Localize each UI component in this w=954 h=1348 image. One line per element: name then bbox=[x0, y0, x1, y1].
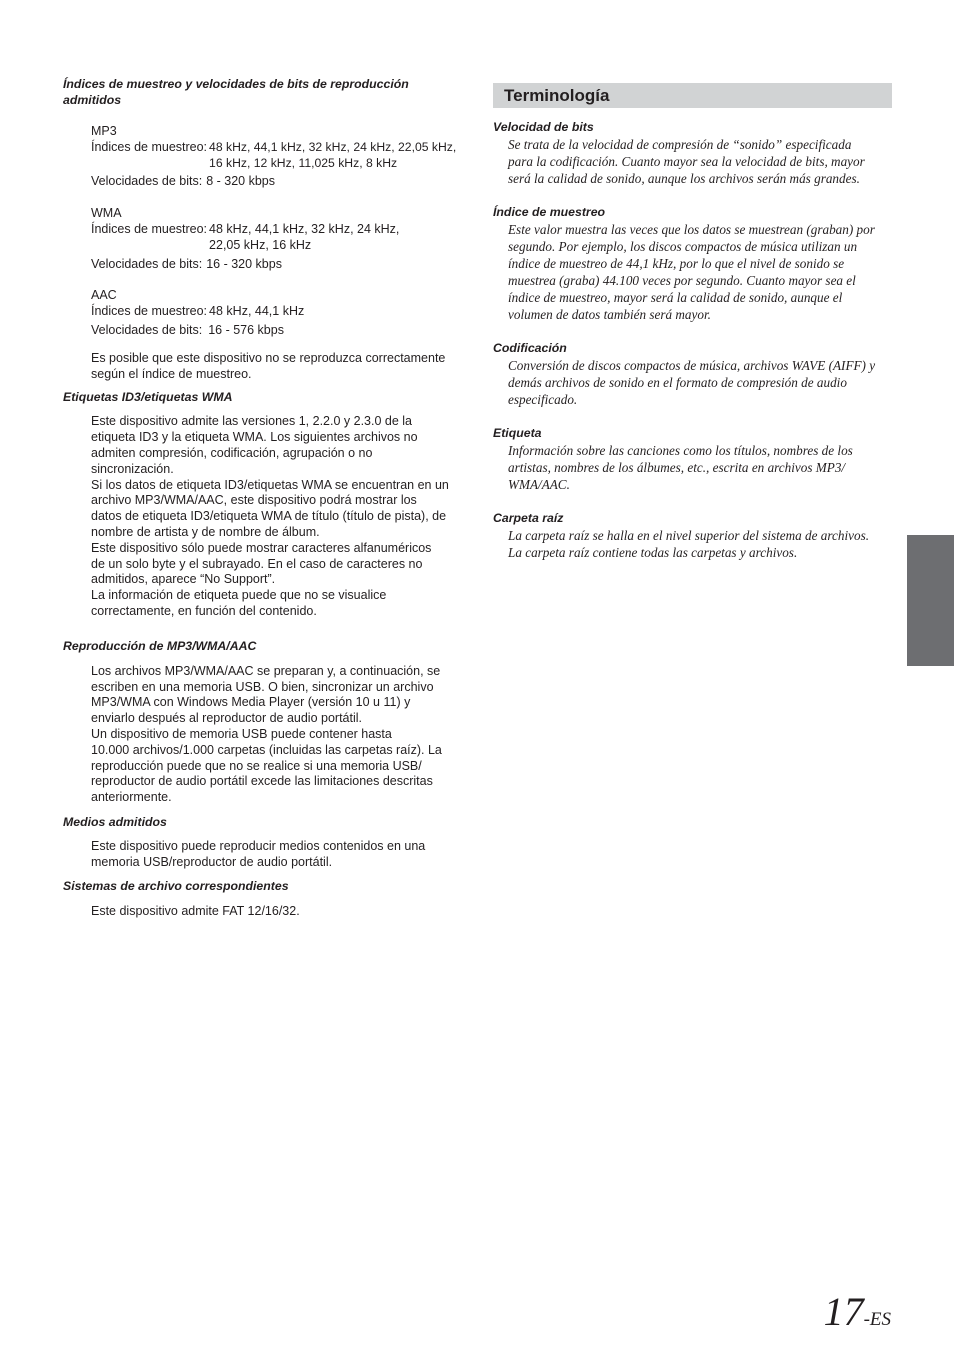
sampling-heading: Índices de muestreo y velocidades de bits de reproducción admitidos bbox=[63, 77, 409, 107]
text-line: etiqueta ID3 y la etiqueta WMA. Los siguientes archivos no bbox=[91, 430, 418, 445]
bit-rate-label: Velocidades de bits: bbox=[91, 256, 203, 271]
text-line: reproducción puede que no se realice si una memoria USB/ bbox=[91, 758, 422, 773]
sample-rate-line: 22,05 kHz, 16 kHz bbox=[209, 237, 312, 252]
text-line: Este dispositivo puede reproducir medios contenidos en una bbox=[91, 838, 426, 853]
text-line: 10.000 archivos/1.000 carpetas (incluidas las carpetas raíz). La bbox=[91, 742, 442, 757]
text-line: para la codificación. Cuanto mayor sea la velocidad de bits, mayor bbox=[508, 154, 865, 169]
right-column bbox=[493, 83, 892, 561]
text-line: admitidos, aparece “No Support”. bbox=[91, 572, 276, 587]
text-line: Un dispositivo de memoria USB puede contener hasta bbox=[91, 726, 392, 741]
term-definition bbox=[508, 136, 892, 187]
text-line: volumen de datos también será mayor. bbox=[508, 307, 711, 322]
text-line: Es posible que este dispositivo no se reproduzca correctamente bbox=[91, 350, 446, 365]
text-line: La carpeta raíz contiene todas las carpetas y archivos. bbox=[508, 545, 798, 560]
sampling-note bbox=[91, 351, 463, 383]
term-entry bbox=[493, 426, 892, 493]
text-line: índice de muestreo, mayor será la calidad de sonido, aunque el bbox=[508, 290, 843, 305]
tags-body bbox=[91, 414, 463, 619]
tags-heading: Etiquetas ID3/etiquetas WMA bbox=[63, 390, 233, 405]
text-line: enviarlo después al reproductor de audio portátil. bbox=[91, 711, 363, 726]
playback-text bbox=[91, 664, 463, 806]
text-line: La carpeta raíz se halla en el nivel superior del sistema de archivos. bbox=[508, 528, 870, 543]
text-line: anteriormente. bbox=[91, 790, 172, 805]
media-body bbox=[91, 839, 463, 871]
text-line: segundo. Por ejemplo, los discos compactos de música utilizan un bbox=[508, 239, 858, 254]
term-entry bbox=[493, 511, 892, 561]
sample-rate-value bbox=[209, 222, 399, 254]
term-definition bbox=[508, 442, 892, 493]
media-text bbox=[91, 839, 463, 871]
text-line: memoria USB/reproductor de audio portátil. bbox=[91, 854, 333, 869]
format-wma bbox=[91, 206, 463, 272]
playback-heading: Reproducción de MP3/WMA/AAC bbox=[63, 638, 257, 653]
sample-rate-label: Índices de muestreo: bbox=[91, 139, 208, 154]
bit-rate-value: 8 - 320 kbps bbox=[206, 174, 275, 189]
text-line: demás archivos de sonido en el formato de compresión de audio bbox=[508, 375, 847, 390]
text-line: La información de etiqueta puede que no se visualice bbox=[91, 588, 387, 603]
sample-rate-row bbox=[91, 304, 463, 320]
text-line: Información sobre las canciones como los títulos, nombres de los bbox=[508, 443, 853, 458]
bit-rate-value: 16 - 320 kbps bbox=[206, 256, 282, 271]
term-title: Velocidad de bits bbox=[493, 120, 594, 134]
bit-rate-value: 16 - 576 kbps bbox=[208, 322, 284, 337]
text-line: será la calidad de sonido, aunque los archivos serán más grandes. bbox=[508, 171, 860, 186]
page-number bbox=[824, 1288, 891, 1335]
term-title: Índice de muestreo bbox=[493, 205, 606, 219]
text-line: Este dispositivo sólo puede mostrar caracteres alfanuméricos bbox=[91, 540, 432, 555]
sample-rate-line: 48 kHz, 44,1 kHz, 32 kHz, 24 kHz, 22,05 kHz, bbox=[209, 139, 457, 154]
term-entry bbox=[493, 120, 892, 187]
page-number-value: 17 bbox=[823, 1289, 864, 1334]
filesystem-body bbox=[91, 904, 463, 920]
term-title: Etiqueta bbox=[493, 426, 542, 440]
page-language-suffix: -ES bbox=[863, 1309, 891, 1330]
format-name: MP3 bbox=[91, 124, 117, 138]
text-line: archivo MP3/WMA/AAC, este dispositivo podrá mostrar los bbox=[91, 493, 417, 508]
playback-body bbox=[91, 664, 463, 806]
bit-rate-label: Velocidades de bits: bbox=[91, 174, 203, 189]
text-line: Este valor muestra las veces que los datos se muestrean (graban) por bbox=[508, 222, 875, 237]
text-line: especificado. bbox=[508, 392, 578, 407]
bit-rate-row bbox=[91, 323, 463, 339]
format-mp3 bbox=[91, 124, 463, 190]
left-column bbox=[63, 76, 463, 920]
text-line: artistas, nombres de los álbumes, etc., escrita en archivos MP3/ bbox=[508, 460, 846, 475]
bit-rate-label: Velocidades de bits: bbox=[91, 322, 203, 337]
text-line: muestrea (graba) 44.100 veces por segundo. Cuanto mayor sea el bbox=[508, 273, 856, 288]
sample-rate-line: 48 kHz, 44,1 kHz, 32 kHz, 24 kHz, bbox=[209, 221, 400, 236]
sample-rate-line: 16 kHz, 12 kHz, 11,025 kHz, 8 kHz bbox=[209, 155, 398, 170]
text-line: Conversión de discos compactos de música, archivos WAVE (AIFF) y bbox=[508, 358, 876, 373]
text-line: Se trata de la velocidad de compresión de “sonido” especificada bbox=[508, 137, 852, 152]
term-title: Carpeta raíz bbox=[493, 511, 564, 525]
text-line: escriben en una memoria USB. O bien, sincronizar un archivo bbox=[91, 679, 434, 694]
term-definition bbox=[508, 221, 892, 323]
media-heading: Medios admitidos bbox=[63, 814, 167, 829]
sample-rate-row bbox=[91, 140, 463, 172]
text-line: WMA/AAC. bbox=[508, 477, 570, 492]
sample-rate-value bbox=[209, 140, 456, 172]
sample-rate-label: Índices de muestreo: bbox=[91, 221, 208, 236]
format-name: AAC bbox=[91, 288, 117, 303]
sample-rate-value: 48 kHz, 44,1 kHz bbox=[209, 304, 305, 319]
term-entry bbox=[493, 341, 892, 408]
bit-rate-row bbox=[91, 257, 463, 273]
sample-rate-label: Índices de muestreo: bbox=[91, 304, 208, 319]
terminology-heading: Terminología bbox=[493, 83, 892, 108]
text-line: de un solo byte y el subrayado. En el caso de caracteres no bbox=[91, 556, 423, 571]
sampling-specs bbox=[91, 124, 463, 382]
filesystem-heading: Sistemas de archivo correspondientes bbox=[63, 879, 289, 894]
text-line: nombre de artista y de nombre de álbum. bbox=[91, 524, 320, 539]
text-line: Los archivos MP3/WMA/AAC se preparan y, a continuación, se bbox=[91, 663, 441, 678]
text-line: MP3/WMA con Windows Media Player (versión 10 u 11) y bbox=[91, 695, 411, 710]
text-line: admiten compresión, codificación, agrupación o no bbox=[91, 445, 373, 460]
term-definition bbox=[508, 357, 892, 408]
text-line: sincronización. bbox=[91, 461, 174, 476]
term-entry bbox=[493, 205, 892, 323]
format-name: WMA bbox=[91, 206, 122, 221]
section-side-tab bbox=[907, 535, 954, 666]
filesystem-text: Este dispositivo admite FAT 12/16/32. bbox=[91, 904, 300, 919]
text-line: índice de muestreo de 44,1 kHz, por lo que el nivel de sonido se bbox=[508, 256, 845, 271]
bit-rate-row bbox=[91, 174, 463, 190]
text-line: Este dispositivo admite las versiones 1, 2.2.0 y 2.3.0 de la bbox=[91, 414, 413, 429]
text-line: correctamente, en función del contenido. bbox=[91, 603, 317, 618]
term-definition bbox=[508, 527, 892, 561]
tags-text bbox=[91, 414, 463, 619]
text-line: reproductor de audio portátil excede las limitaciones descritas bbox=[91, 774, 433, 789]
text-line: Si los datos de etiqueta ID3/etiquetas WMA se encuentran en un bbox=[91, 477, 449, 492]
text-line: según el índice de muestreo. bbox=[91, 366, 252, 381]
format-aac bbox=[91, 288, 463, 338]
term-title: Codificación bbox=[493, 341, 567, 355]
text-line: datos de etiqueta ID3/etiqueta WMA de título (título de pista), de bbox=[91, 509, 447, 524]
sample-rate-row bbox=[91, 222, 463, 254]
